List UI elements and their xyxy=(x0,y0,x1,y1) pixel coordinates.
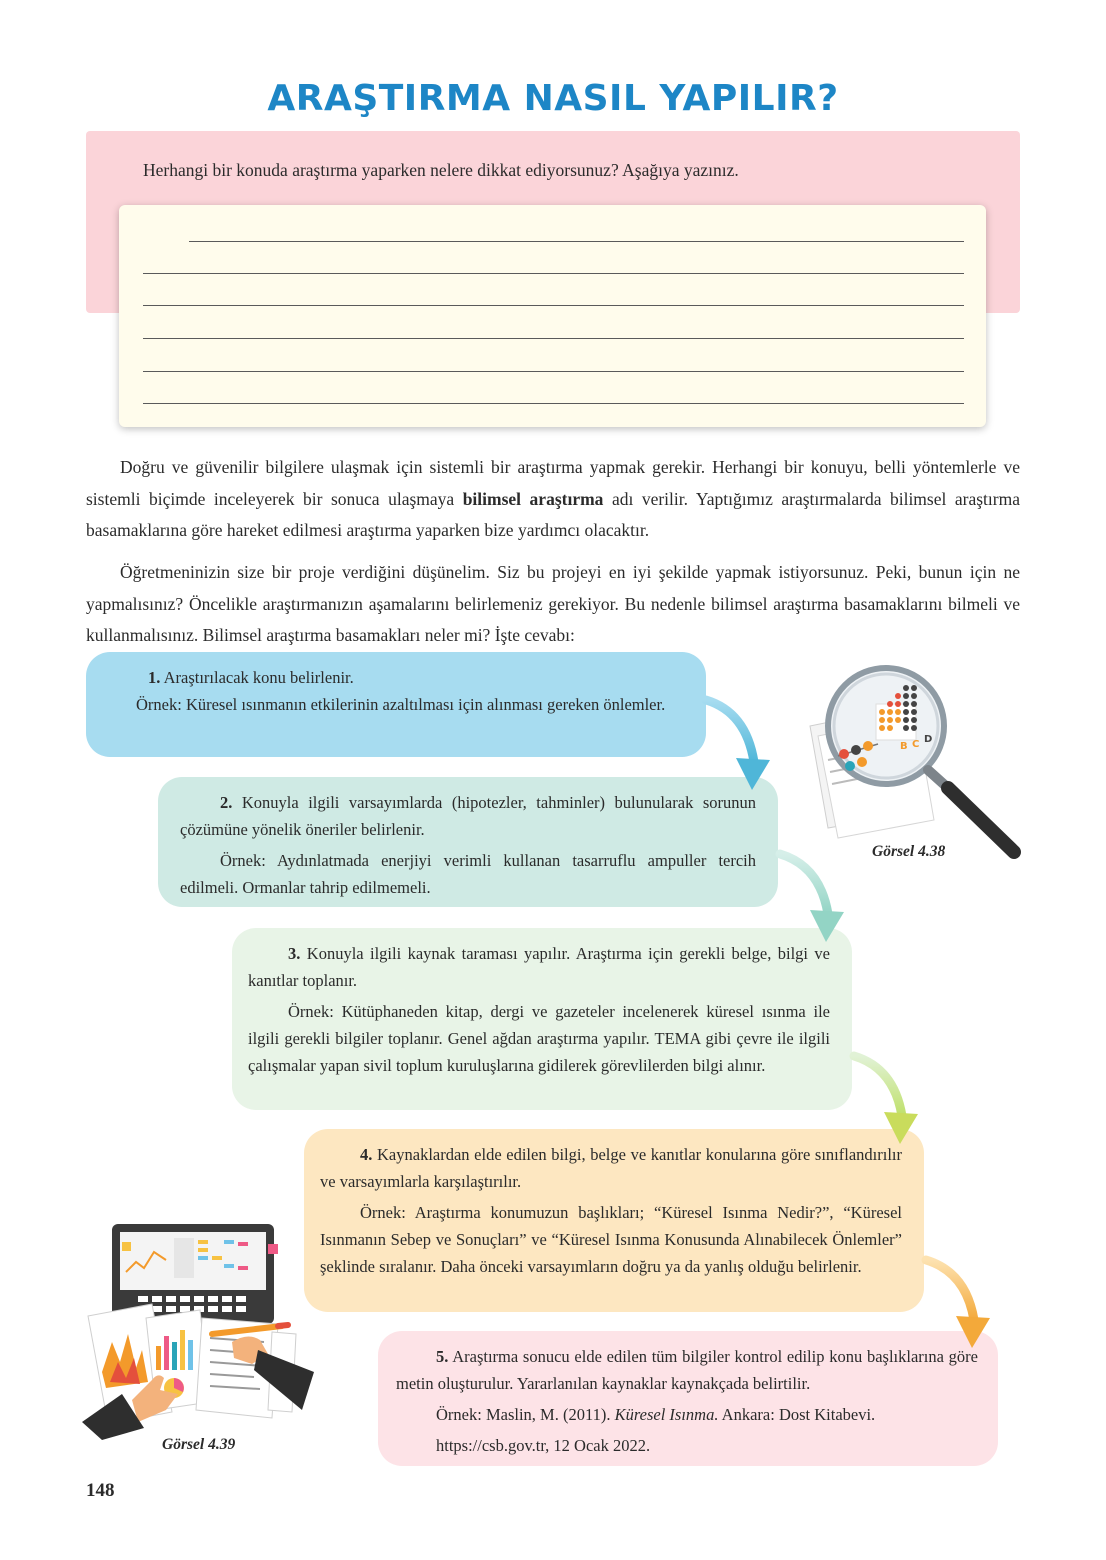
step-3-box: 3. Konuyla ilgili kaynak taraması yapılır. Araştırma için gerekli belge, bilgi ve kanıtlar toplanır. Örnek: Kütüphaneden kitap, dergi ve gazeteler incelenerek küresel ısınma ile ilgili gerekli bilgiler toplanır. Genel ağdan araştırma yapılır. TEMA gibi çevre ile ilgili çalışmalar yapan sivil toplum kuruluşlarına gidilerek görevlilerden bilgi alınır. xyxy=(232,928,852,1110)
answer-line[interactable] xyxy=(143,338,964,339)
intro-paragraph-1: Doğru ve güvenilir bilgilere ulaşmak için sistemli bir araştırma yapmak gerekir. Herhangi bir konuyu, belli yöntemlerle ve sistemli biçimde inceleyerek bir sonuca ulaşmaya bilimsel araştırma adı verilir. Yaptığımız araştırmalarda bilimsel araştırma basamaklarına göre hareket edilmesi araştırma yaparken bize yardımcı olacaktır. xyxy=(86,457,1020,540)
intro-paragraph-2: Öğretmeninizin size bir proje verdiğini düşünelim. Siz bu projeyi en iyi şekilde yapmak istiyorsunuz. Peki, bunun için ne yapmalısınız? Öncelikle araştırmanızın aşamalarını belirlemeniz gerekiyor. Bu nedenle bilimsel araştırma basamaklarını bilmeli ve kullanmalısınız. Bilimsel araştırma basamakları neler mi? İşte cevabı: xyxy=(86,562,1020,645)
magnifying-glass-illustration xyxy=(798,660,1023,860)
step-2-box: 2. Konuyla ilgili varsayımlarda (hipotezler, tahminler) bulunularak sorunun çözümüne yönelik öneriler belirlenir. Örnek: Aydınlatmada enerjiyi verimli kullanan tasarruflu ampuller tercih edilmeli. Ormanlar tahrip edilmemeli. xyxy=(158,777,778,907)
answer-line[interactable] xyxy=(143,403,964,404)
step-5-box: 5. Araştırma sonucu elde edilen tüm bilgiler kontrol edilip konu başlıklarına göre metin oluşturulur. Yararlanılan kaynaklar kaynakçada belirtilir. Örnek: Maslin, M. (2011). Küresel Isınma. Ankara: Dost Kitabevi. https://csb.gov.tr, 12 Ocak 2022. xyxy=(378,1331,998,1466)
chart-letter-b: B xyxy=(900,741,908,752)
answer-notepad[interactable] xyxy=(119,205,986,427)
figure-caption-4-39: Görsel 4.39 xyxy=(162,1436,236,1453)
answer-line[interactable] xyxy=(189,241,964,242)
question-text: Herhangi bir konuda araştırma yaparken nelere dikkat ediyorsunuz? Aşağıya yazınız. xyxy=(143,160,739,180)
arrow-icon xyxy=(700,690,780,800)
step-1-box: 1. Araştırılacak konu belirlenir. Örnek: Küresel ısınmanın etkilerinin azaltılması için alınması gereken önlemler. xyxy=(86,652,706,757)
answer-line[interactable] xyxy=(143,273,964,274)
step-4-box: 4. Kaynaklardan elde edilen bilgi, belge ve kanıtlar konularına göre sınıflandırılır ve varsayımlarla karşılaştırılır. Örnek: Araştırma konumuzun başlıkları; “Küresel Isınma Nedir?”, “Küresel Isınmanın Sebep ve Sonuçları” ve “Küresel Isınma Konusunda Alınabilecek Önlemler” şeklinde sıralanır. Daha önceki varsayımların doğru ya da yanlış olduğu belirlenir. xyxy=(304,1129,924,1312)
source-url: https://csb.gov.tr, 12 Ocak 2022. xyxy=(436,1436,651,1455)
chart-letter-c: C xyxy=(912,739,920,750)
keyword-bilimsel-arastirma: bilimsel araştırma xyxy=(462,488,604,509)
answer-line[interactable] xyxy=(143,371,964,372)
chart-letter-d: D xyxy=(924,734,933,745)
page-title: ARAŞTIRMA NASIL YAPILIR? xyxy=(267,78,839,119)
figure-caption-4-38: Görsel 4.38 xyxy=(872,843,946,860)
answer-line[interactable] xyxy=(143,305,964,306)
laptop-research-illustration xyxy=(82,1222,327,1442)
arrow-icon xyxy=(774,846,854,951)
page-number: 148 xyxy=(86,1480,115,1501)
arrow-icon xyxy=(920,1252,1000,1357)
arrow-icon xyxy=(848,1048,928,1153)
